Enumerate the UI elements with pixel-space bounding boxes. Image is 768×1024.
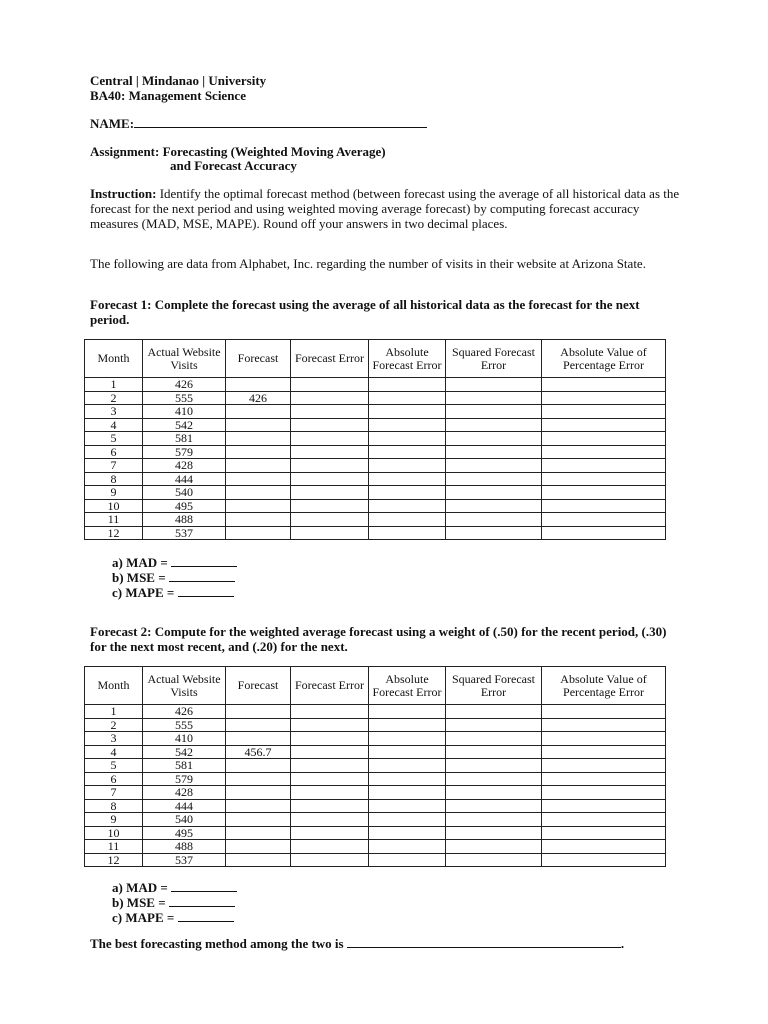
- cell-actual-visits: 555: [143, 391, 226, 405]
- cell-absolute-forecast-error[interactable]: [369, 759, 446, 773]
- col-squared-forecast-error: Squared Forecast Error: [446, 340, 542, 378]
- cell-forecast[interactable]: [226, 499, 291, 513]
- cell-actual-visits: 537: [143, 526, 226, 540]
- cell-forecast[interactable]: [226, 786, 291, 800]
- forecast1-table: [84, 339, 666, 540]
- cell-absolute-percentage-error[interactable]: [542, 445, 666, 459]
- mad-label: a) MAD =: [112, 555, 168, 570]
- table-row: [85, 499, 666, 513]
- cell-actual-visits: 488: [143, 840, 226, 854]
- table-row: [85, 759, 666, 773]
- table-row: [85, 513, 666, 527]
- cell-absolute-percentage-error[interactable]: [542, 391, 666, 405]
- cell-forecast[interactable]: [226, 526, 291, 540]
- cell-absolute-forecast-error[interactable]: [369, 513, 446, 527]
- name-label: NAME:: [90, 116, 135, 131]
- cell-month: 1: [85, 378, 143, 392]
- cell-forecast[interactable]: [226, 378, 291, 392]
- cell-absolute-forecast-error[interactable]: [369, 813, 446, 827]
- col-forecast: Forecast: [226, 340, 291, 378]
- cell-actual-visits: 540: [143, 486, 226, 500]
- cell-forecast-error[interactable]: [291, 853, 369, 867]
- cell-forecast-error[interactable]: [291, 378, 369, 392]
- cell-actual-visits: 540: [143, 813, 226, 827]
- table-row: [85, 391, 666, 405]
- mad-blank[interactable]: [171, 555, 237, 567]
- cell-forecast-error[interactable]: [291, 499, 369, 513]
- cell-actual-visits: 444: [143, 799, 226, 813]
- forecast2-answers: [112, 880, 237, 925]
- cell-squared-forecast-error[interactable]: [446, 513, 542, 527]
- cell-forecast-error[interactable]: [291, 718, 369, 732]
- cell-absolute-forecast-error[interactable]: [369, 799, 446, 813]
- cell-squared-forecast-error[interactable]: [446, 486, 542, 500]
- cell-absolute-forecast-error[interactable]: [369, 526, 446, 540]
- cell-forecast[interactable]: [226, 418, 291, 432]
- cell-absolute-forecast-error[interactable]: [369, 705, 446, 719]
- instruction-label: Instruction:: [90, 186, 157, 201]
- cell-squared-forecast-error[interactable]: [446, 418, 542, 432]
- cell-actual-visits: 542: [143, 418, 226, 432]
- cell-month: 5: [85, 759, 143, 773]
- table-row: [85, 486, 666, 500]
- cell-actual-visits: 555: [143, 718, 226, 732]
- cell-squared-forecast-error[interactable]: [446, 853, 542, 867]
- mse-answer[interactable]: [112, 895, 237, 910]
- cell-forecast-error[interactable]: [291, 813, 369, 827]
- cell-squared-forecast-error[interactable]: [446, 799, 542, 813]
- intro-paragraph: The following are data from Alphabet, Inc. regarding the number of visits in their website at Arizona State.: [90, 256, 646, 271]
- mse-label: b) MSE =: [112, 895, 166, 910]
- cell-forecast-error[interactable]: [291, 759, 369, 773]
- conclusion-line[interactable]: The best forecasting method among the two is .: [90, 936, 625, 951]
- instruction-text: Identify the optimal forecast method (between forecast using the average of all historical data as the forecast for the next period and using weighted moving average forecast) by computing forecast accuracy measures (MAD, MSE, MAPE). Round off your answers in two decimal places.: [90, 186, 680, 231]
- cell-forecast-error[interactable]: [291, 705, 369, 719]
- cell-absolute-forecast-error[interactable]: [369, 772, 446, 786]
- col-absolute-percentage-error: Absolute Value of Percentage Error: [542, 340, 666, 378]
- cell-absolute-forecast-error[interactable]: [369, 486, 446, 500]
- cell-absolute-forecast-error[interactable]: [369, 718, 446, 732]
- cell-absolute-forecast-error[interactable]: [369, 445, 446, 459]
- cell-absolute-percentage-error[interactable]: [542, 459, 666, 473]
- forecast1-title: Forecast 1: Complete the forecast using the average of all historical data as the forecast for the next period.: [90, 297, 640, 327]
- cell-forecast[interactable]: [226, 432, 291, 446]
- cell-absolute-percentage-error[interactable]: [542, 705, 666, 719]
- col-actual-visits: Actual Website Visits: [143, 340, 226, 378]
- mad-answer[interactable]: [112, 880, 237, 895]
- cell-forecast[interactable]: [226, 405, 291, 419]
- cell-month: 6: [85, 772, 143, 786]
- cell-squared-forecast-error[interactable]: [446, 459, 542, 473]
- cell-month: 10: [85, 499, 143, 513]
- cell-absolute-percentage-error[interactable]: [542, 826, 666, 840]
- mad-label: a) MAD =: [112, 880, 168, 895]
- cell-squared-forecast-error[interactable]: [446, 432, 542, 446]
- cell-actual-visits: 444: [143, 472, 226, 486]
- cell-actual-visits: 410: [143, 732, 226, 746]
- cell-forecast-error[interactable]: [291, 459, 369, 473]
- cell-month: 9: [85, 813, 143, 827]
- forecast2-title: Forecast 2: Compute for the weighted average forecast using a weight of (.50) for the recent period, (.30) for the next most recent, and (.20) for the next.: [90, 624, 667, 654]
- cell-absolute-percentage-error[interactable]: [542, 840, 666, 854]
- mad-answer[interactable]: [112, 555, 237, 570]
- cell-actual-visits: 537: [143, 853, 226, 867]
- table-row: [85, 526, 666, 540]
- mape-blank[interactable]: [178, 910, 234, 922]
- col-month: Month: [85, 667, 143, 705]
- cell-forecast[interactable]: [226, 513, 291, 527]
- cell-actual-visits: 410: [143, 405, 226, 419]
- cell-forecast[interactable]: [226, 813, 291, 827]
- mse-label: b) MSE =: [112, 570, 166, 585]
- cell-forecast[interactable]: [226, 486, 291, 500]
- cell-absolute-percentage-error[interactable]: [542, 486, 666, 500]
- cell-month: 9: [85, 486, 143, 500]
- table-row: [85, 853, 666, 867]
- cell-month: 1: [85, 705, 143, 719]
- cell-absolute-percentage-error[interactable]: [542, 499, 666, 513]
- cell-absolute-percentage-error[interactable]: [542, 526, 666, 540]
- cell-absolute-percentage-error[interactable]: [542, 718, 666, 732]
- cell-forecast[interactable]: [226, 826, 291, 840]
- cell-forecast-error[interactable]: [291, 526, 369, 540]
- name-field[interactable]: [90, 116, 427, 131]
- cell-forecast[interactable]: 456.7: [226, 745, 291, 759]
- cell-squared-forecast-error[interactable]: [446, 759, 542, 773]
- cell-forecast[interactable]: [226, 718, 291, 732]
- cell-forecast-error[interactable]: [291, 732, 369, 746]
- col-absolute-forecast-error: Absolute Forecast Error: [369, 667, 446, 705]
- cell-absolute-percentage-error[interactable]: [542, 759, 666, 773]
- assignment-title-line1: Assignment: Forecasting (Weighted Moving Average): [90, 144, 386, 159]
- cell-month: 7: [85, 786, 143, 800]
- cell-absolute-forecast-error[interactable]: [369, 405, 446, 419]
- cell-month: 2: [85, 718, 143, 732]
- table-row: [85, 799, 666, 813]
- cell-absolute-percentage-error[interactable]: [542, 405, 666, 419]
- col-actual-visits: Actual Website Visits: [143, 667, 226, 705]
- cell-forecast[interactable]: [226, 853, 291, 867]
- cell-absolute-forecast-error[interactable]: [369, 745, 446, 759]
- cell-absolute-percentage-error[interactable]: [542, 432, 666, 446]
- cell-forecast-error[interactable]: [291, 786, 369, 800]
- cell-forecast[interactable]: [226, 445, 291, 459]
- mape-answer[interactable]: [112, 585, 237, 600]
- col-squared-forecast-error: Squared Forecast Error: [446, 667, 542, 705]
- mse-blank[interactable]: [169, 895, 235, 907]
- cell-actual-visits: 542: [143, 745, 226, 759]
- forecast1-answers: [112, 555, 237, 600]
- cell-absolute-forecast-error[interactable]: [369, 840, 446, 854]
- cell-absolute-percentage-error[interactable]: [542, 732, 666, 746]
- cell-forecast-error[interactable]: [291, 432, 369, 446]
- mse-blank[interactable]: [169, 570, 235, 582]
- cell-absolute-forecast-error[interactable]: [369, 786, 446, 800]
- mse-answer[interactable]: [112, 570, 237, 585]
- cell-squared-forecast-error[interactable]: [446, 840, 542, 854]
- cell-actual-visits: 581: [143, 759, 226, 773]
- cell-absolute-percentage-error[interactable]: [542, 786, 666, 800]
- cell-forecast-error[interactable]: [291, 826, 369, 840]
- cell-actual-visits: 488: [143, 513, 226, 527]
- cell-actual-visits: 581: [143, 432, 226, 446]
- cell-month: 3: [85, 405, 143, 419]
- cell-squared-forecast-error[interactable]: [446, 745, 542, 759]
- cell-month: 5: [85, 432, 143, 446]
- cell-forecast-error[interactable]: [291, 472, 369, 486]
- cell-month: 7: [85, 459, 143, 473]
- table-row: [85, 418, 666, 432]
- cell-squared-forecast-error[interactable]: [446, 705, 542, 719]
- cell-forecast-error[interactable]: [291, 405, 369, 419]
- cell-month: 4: [85, 745, 143, 759]
- cell-absolute-percentage-error[interactable]: [542, 513, 666, 527]
- cell-forecast[interactable]: [226, 732, 291, 746]
- cell-actual-visits: 426: [143, 705, 226, 719]
- cell-squared-forecast-error[interactable]: [446, 813, 542, 827]
- table-row: [85, 840, 666, 854]
- cell-absolute-percentage-error[interactable]: [542, 772, 666, 786]
- table-header-row: [85, 667, 666, 705]
- cell-month: 12: [85, 853, 143, 867]
- mape-label: c) MAPE =: [112, 585, 175, 600]
- cell-squared-forecast-error[interactable]: [446, 445, 542, 459]
- table-row: [85, 718, 666, 732]
- table-row: [85, 826, 666, 840]
- cell-squared-forecast-error[interactable]: [446, 718, 542, 732]
- cell-absolute-percentage-error[interactable]: [542, 745, 666, 759]
- cell-forecast-error[interactable]: [291, 745, 369, 759]
- cell-forecast[interactable]: [226, 705, 291, 719]
- cell-squared-forecast-error[interactable]: [446, 499, 542, 513]
- cell-forecast[interactable]: [226, 472, 291, 486]
- cell-actual-visits: 428: [143, 459, 226, 473]
- cell-squared-forecast-error[interactable]: [446, 405, 542, 419]
- cell-absolute-percentage-error[interactable]: [542, 472, 666, 486]
- cell-actual-visits: 426: [143, 378, 226, 392]
- cell-squared-forecast-error[interactable]: [446, 732, 542, 746]
- table-row: [85, 786, 666, 800]
- cell-forecast[interactable]: [226, 459, 291, 473]
- cell-forecast-error[interactable]: [291, 513, 369, 527]
- cell-forecast-error[interactable]: [291, 418, 369, 432]
- cell-squared-forecast-error[interactable]: [446, 472, 542, 486]
- table-row: [85, 745, 666, 759]
- cell-month: 6: [85, 445, 143, 459]
- cell-squared-forecast-error[interactable]: [446, 826, 542, 840]
- cell-absolute-forecast-error[interactable]: [369, 732, 446, 746]
- cell-actual-visits: 428: [143, 786, 226, 800]
- table-row: [85, 405, 666, 419]
- cell-absolute-forecast-error[interactable]: [369, 826, 446, 840]
- cell-squared-forecast-error[interactable]: [446, 772, 542, 786]
- cell-forecast[interactable]: [226, 840, 291, 854]
- cell-month: 10: [85, 826, 143, 840]
- cell-absolute-forecast-error[interactable]: [369, 432, 446, 446]
- name-blank[interactable]: [134, 116, 427, 128]
- cell-forecast-error[interactable]: [291, 391, 369, 405]
- cell-month: 11: [85, 513, 143, 527]
- cell-month: 11: [85, 840, 143, 854]
- mape-blank[interactable]: [178, 585, 234, 597]
- cell-forecast-error[interactable]: [291, 840, 369, 854]
- cell-absolute-percentage-error[interactable]: [542, 813, 666, 827]
- cell-month: 12: [85, 526, 143, 540]
- col-forecast-error: Forecast Error: [291, 340, 369, 378]
- cell-month: 3: [85, 732, 143, 746]
- cell-forecast-error[interactable]: [291, 445, 369, 459]
- cell-forecast[interactable]: [226, 759, 291, 773]
- cell-absolute-forecast-error[interactable]: [369, 418, 446, 432]
- cell-actual-visits: 579: [143, 772, 226, 786]
- cell-forecast[interactable]: [226, 799, 291, 813]
- table-row: [85, 445, 666, 459]
- cell-absolute-percentage-error[interactable]: [542, 418, 666, 432]
- cell-month: 4: [85, 418, 143, 432]
- cell-squared-forecast-error[interactable]: [446, 391, 542, 405]
- mad-blank[interactable]: [171, 880, 237, 892]
- cell-actual-visits: 495: [143, 826, 226, 840]
- cell-absolute-percentage-error[interactable]: [542, 378, 666, 392]
- cell-forecast[interactable]: [226, 772, 291, 786]
- cell-squared-forecast-error[interactable]: [446, 526, 542, 540]
- conclusion-text: The best forecasting method among the two is: [90, 936, 344, 951]
- cell-forecast-error[interactable]: [291, 772, 369, 786]
- assignment-title-line2: and Forecast Accuracy: [170, 158, 297, 173]
- cell-forecast-error[interactable]: [291, 486, 369, 500]
- mape-answer[interactable]: [112, 910, 237, 925]
- conclusion-blank[interactable]: [347, 936, 621, 948]
- forecast2-table: [84, 666, 666, 867]
- instruction-paragraph: [90, 186, 680, 231]
- cell-month: 8: [85, 799, 143, 813]
- table-row: [85, 459, 666, 473]
- cell-absolute-forecast-error[interactable]: [369, 378, 446, 392]
- col-forecast-error: Forecast Error: [291, 667, 369, 705]
- cell-forecast[interactable]: 426: [226, 391, 291, 405]
- cell-squared-forecast-error[interactable]: [446, 786, 542, 800]
- table-row: [85, 432, 666, 446]
- cell-actual-visits: 579: [143, 445, 226, 459]
- table-header-row: [85, 340, 666, 378]
- cell-forecast-error[interactable]: [291, 799, 369, 813]
- cell-absolute-forecast-error[interactable]: [369, 853, 446, 867]
- col-forecast: Forecast: [226, 667, 291, 705]
- col-absolute-forecast-error: Absolute Forecast Error: [369, 340, 446, 378]
- cell-actual-visits: 495: [143, 499, 226, 513]
- table-row: [85, 732, 666, 746]
- col-month: Month: [85, 340, 143, 378]
- cell-absolute-percentage-error[interactable]: [542, 799, 666, 813]
- cell-month: 2: [85, 391, 143, 405]
- cell-absolute-forecast-error[interactable]: [369, 472, 446, 486]
- cell-absolute-percentage-error[interactable]: [542, 853, 666, 867]
- cell-absolute-forecast-error[interactable]: [369, 391, 446, 405]
- cell-absolute-forecast-error[interactable]: [369, 459, 446, 473]
- col-absolute-percentage-error: Absolute Value of Percentage Error: [542, 667, 666, 705]
- mape-label: c) MAPE =: [112, 910, 175, 925]
- cell-absolute-forecast-error[interactable]: [369, 499, 446, 513]
- institution-name: Central | Mindanao | University: [90, 73, 267, 88]
- table-row: [85, 772, 666, 786]
- table-row: [85, 472, 666, 486]
- cell-squared-forecast-error[interactable]: [446, 378, 542, 392]
- course-title: BA40: Management Science: [90, 88, 246, 103]
- table-row: [85, 705, 666, 719]
- table-row: [85, 813, 666, 827]
- table-row: [85, 378, 666, 392]
- cell-month: 8: [85, 472, 143, 486]
